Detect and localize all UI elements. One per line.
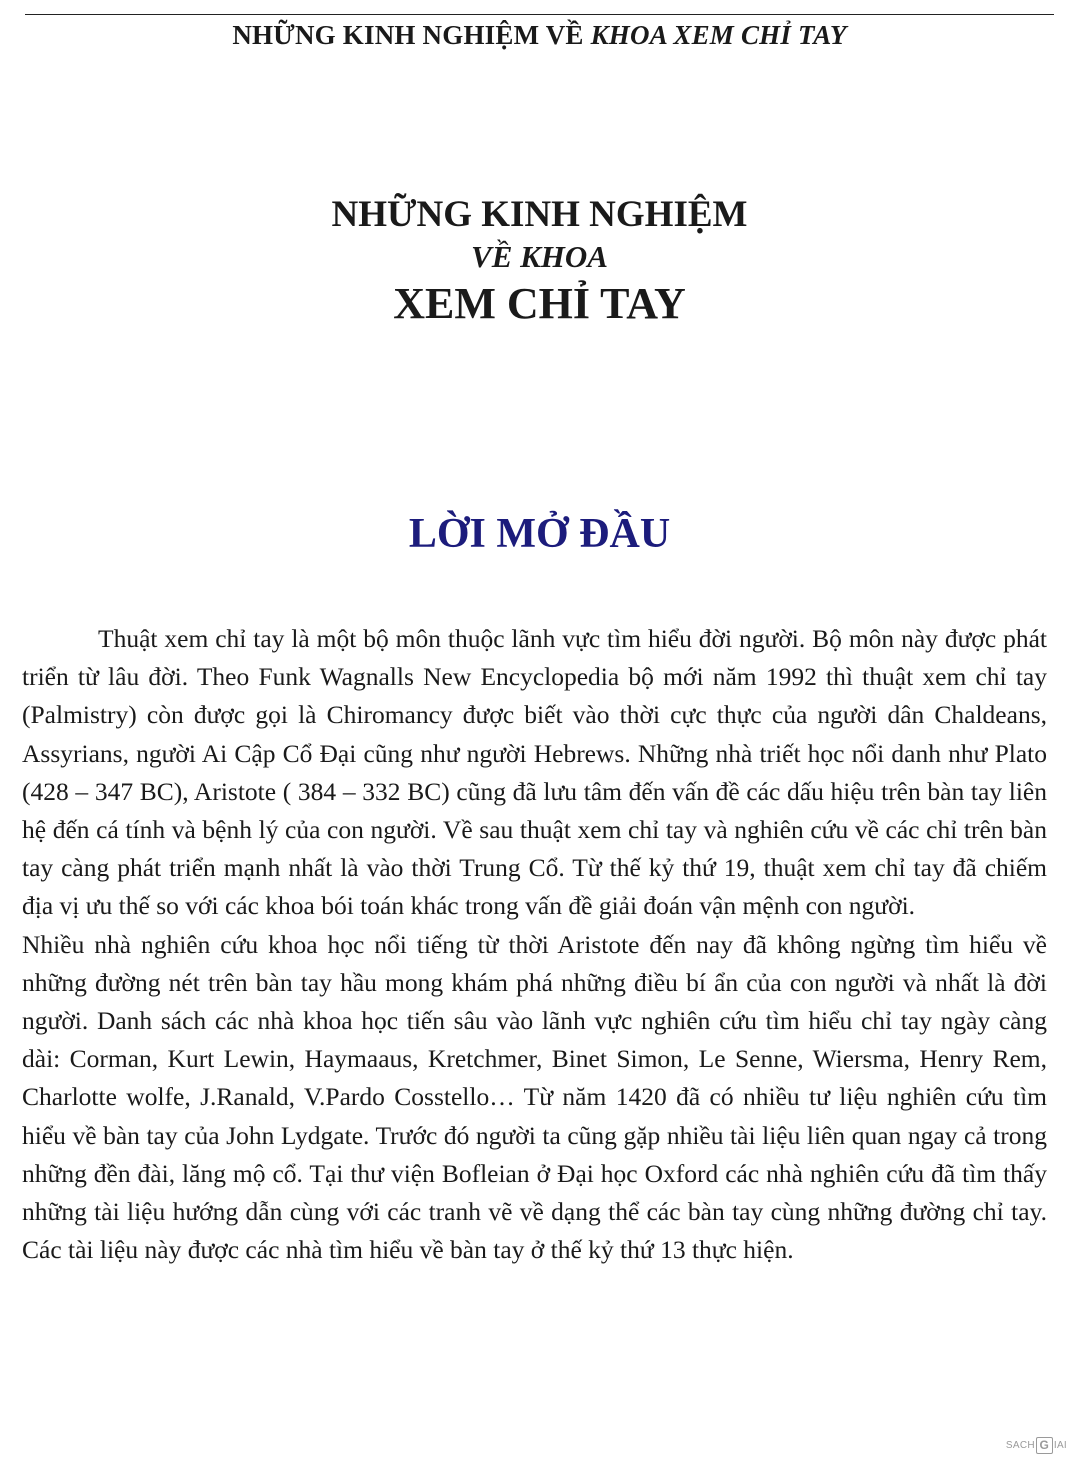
running-header-italic: KHOA XEM CHỈ TAY — [590, 20, 847, 50]
title-line-2: VỀ KHOA — [471, 239, 608, 274]
running-header — [0, 20, 1079, 51]
paragraph-1: Thuật xem chỉ tay là một bộ môn thuộc lãnh vực tìm hiểu đời người. Bộ môn này được phát triển từ lâu đời. Theo Funk Wagnalls New Encyclopedia bộ mới năm 1992 thì thuật xem chỉ tay (Palmistry) còn được gọi là Chiromancy được biết vào thời cực thực của người dân Chaldeans, Assyrians, người Ai Cập Cổ Đại cũng như người Hebrews. Những nhà triết học nổi danh như Plato (428 – 347 BC), Aristote ( 384 – 332 BC) cũng đã lưu tâm đến vấn đề các dấu hiệu trên bàn tay liên hệ đến cá tính và bệnh lý của con người. Về sau thuật xem chỉ tay và nghiên cứu về các chỉ trên bàn tay càng phát triển mạnh nhất là vào thời Trung Cổ. Từ thế kỷ thứ 19, thuật xem chỉ tay đã chiếm địa vị ưu thế so với các khoa bói toán khác trong vấn đề giải đoán vận mệnh con người. — [22, 624, 1047, 921]
header-rule — [25, 14, 1054, 15]
watermark-logo — [1006, 1437, 1067, 1454]
book-title — [0, 192, 1079, 332]
watermark-text-right: IAI — [1053, 1440, 1067, 1451]
watermark-text-left: SACH — [1005, 1440, 1035, 1451]
title-line-1: NHỮNG KINH NGHIỆM — [331, 194, 748, 235]
running-header-text: NHỮNG KINH NGHIỆM VỀ — [232, 20, 591, 50]
chapter-heading: LỜI MỞ ĐẦU — [408, 511, 671, 557]
title-line-3: XEM CHỈ TAY — [393, 279, 686, 328]
paragraph-2: Nhiều nhà nghiên cứu khoa học nổi tiếng từ thời Aristote đến nay đã không ngừng tìm hiểu về những đường nét trên bàn tay hầu mong khám phá những điều bí ẩn của con người và nhất là đời người. Danh sách các nhà khoa học tiến sâu vào lãnh vực nghiên cứu tìm hiểu chỉ tay ngày càng dài: Corman, Kurt Lewin, Haymaaus, Kretchmer, Binet Simon, Le Senne, Wiersma, Henry Rem, Charlotte wolfe, J.Ranald, V.Pardo Cosstello… Từ năm 1420 đã có nhiều tư liệu nghiên cứu tìm hiểu về bàn tay của John Lydgate. Trước đó người ta cũng gặp nhiều tài liệu liên quan ngay cả trong những đền đài, lăng mộ cổ. Tại thư viện Bofleian ở Đại học Oxford các nhà nghiên cứu đã tìm thấy những tài liệu hướng dẫn cùng với các tranh vẽ về dạng thể các bàn tay cùng những đường chỉ tay. Các tài liệu này được các nhà tìm hiểu về bàn tay ở thế kỷ thứ 13 thực hiện. — [22, 929, 1047, 1265]
body-text — [22, 620, 1047, 1269]
watermark-box: G — [1036, 1437, 1053, 1454]
